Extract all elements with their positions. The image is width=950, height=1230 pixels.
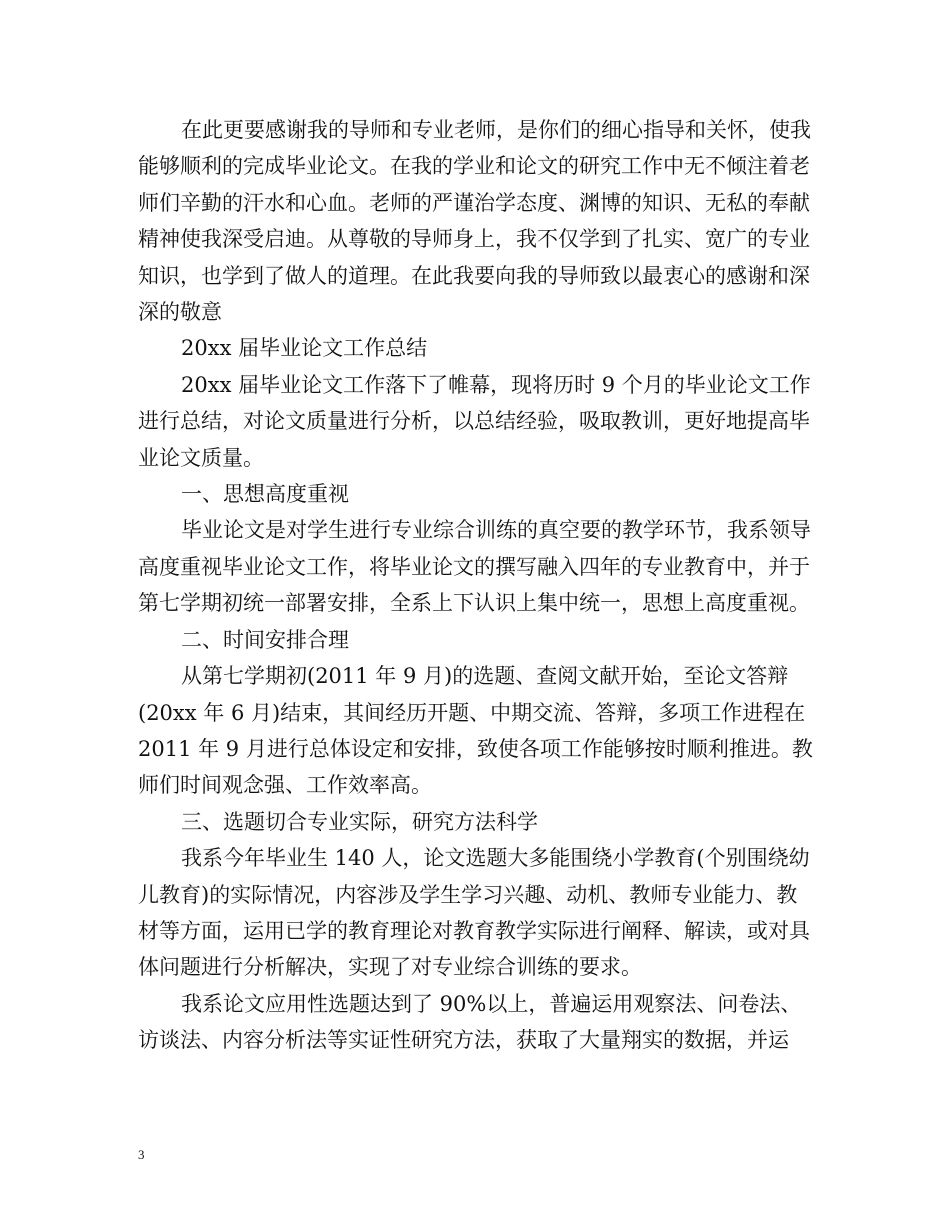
heading-section-2: 二、时间安排合理 [181, 627, 349, 652]
paragraph-intro: 20xx 届毕业论文工作落下了帷幕，现将历时 9 个月的毕业论文工作进行总结，对论文质量进行分析，以总结经验，吸取教训，更好地提高毕业论文质量。 [138, 372, 811, 470]
paragraph-section-3b: 我系论文应用性选题达到了 90%以上，普遍运用观察法、问卷法、访谈法、内容分析法等实证性研究方法，获取了大量翔实的数据，并运 [138, 991, 802, 1053]
page-number: 3 [138, 1147, 145, 1162]
paragraph-section-2: 从第七学期初(2011 年 9 月)的选题、查阅文献开始，至论文答辩(20xx 年 6 月)结束，其间经历开题、中期交流、答辩，多项工作进程在 2011 年 9 月进行总体设定和安排，致使各项工作能够按时顺利推进。教师们时间观念强、工作效率高。 [138, 664, 813, 798]
document-body [138, 112, 818, 1059]
heading-section-1: 一、思想高度重视 [181, 482, 349, 507]
section-title: 20xx 届毕业论文工作总结 [181, 336, 428, 361]
paragraph-section-1: 毕业论文是对学生进行专业综合训练的真空要的教学环节，我系领导高度重视毕业论文工作，将毕业论文的撰写融入四年的专业教育中，并于第七学期初统一部署安排，全系上下认识上集中统一，思想上高度重视。 [138, 518, 811, 616]
paragraph-section-3a: 我系今年毕业生 140 人，论文选题大多能围绕小学教育(个别围绕幼儿教育)的实际情况，内容涉及学生学习兴趣、动机、教师专业能力、教材等方面，运用已学的教育理论对教育教学实际进行阐释、解读，或对具体问题进行分析解决，实现了对专业综合训练的要求。 [138, 846, 810, 980]
paragraph-acknowledgement: 在此更要感谢我的导师和专业老师，是你们的细心指导和关怀，使我能够顺利的完成毕业论文。在我的学业和论文的研究工作中无不倾注着老师们辛勤的汗水和心血。老师的严谨治学态度、渊博的知识、无私的奉献精神使我深受启迪。从尊敬的导师身上，我不仅学到了扎实、宽广的专业知识，也学到了做人的道理。在此我要向我的导师致以最衷心的感谢和深深的敬意 [138, 118, 811, 325]
heading-section-3: 三、选题切合专业实际，研究方法科学 [181, 809, 538, 834]
